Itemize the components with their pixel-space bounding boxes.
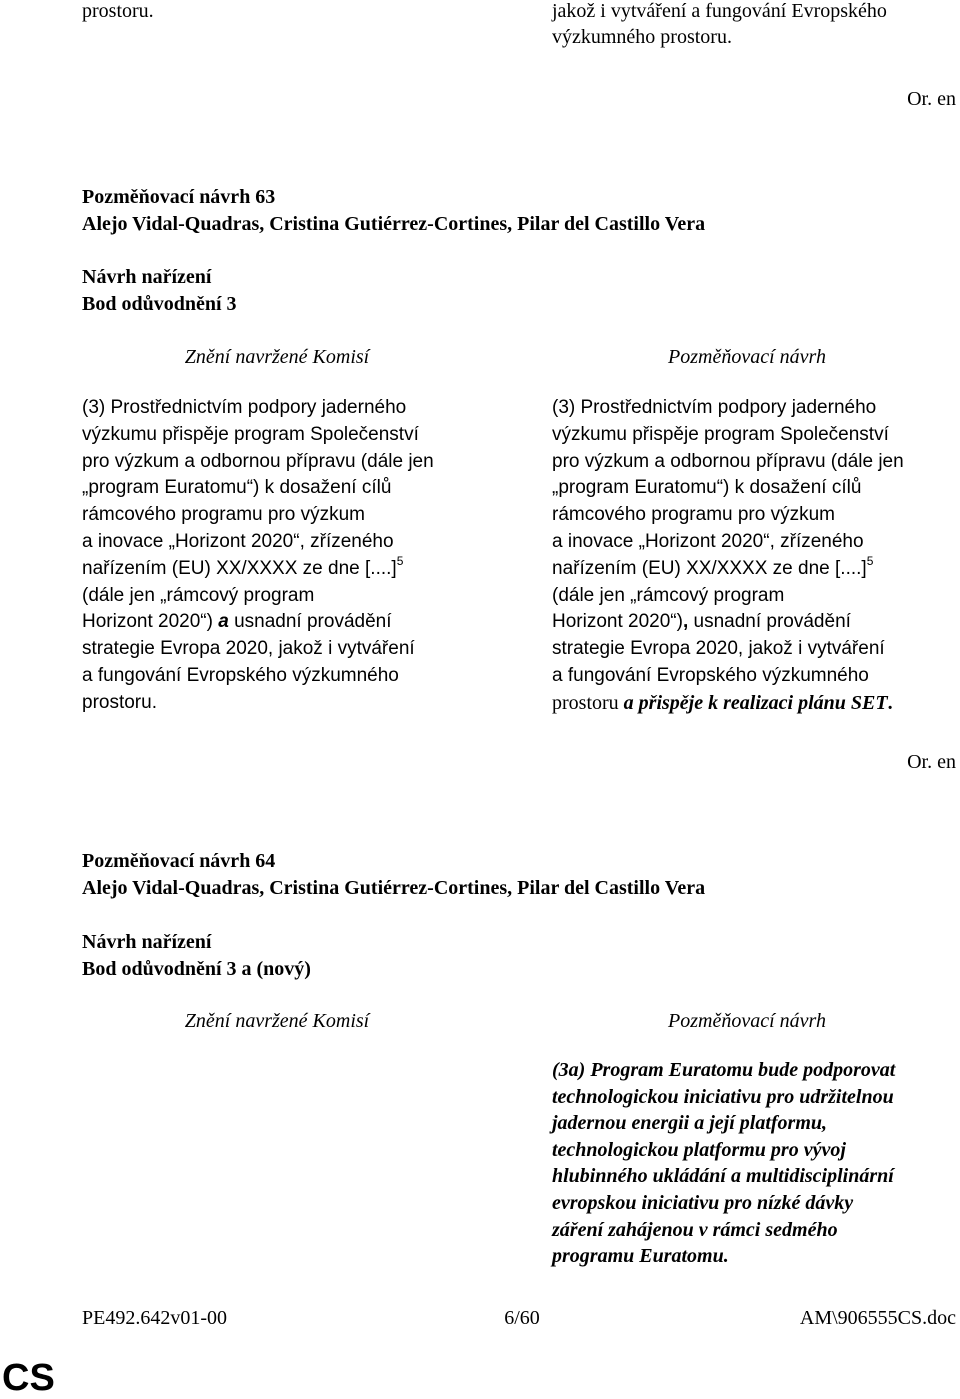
inserted-comma: , (682, 611, 689, 633)
text-line: jadernou energii a její platformu, (552, 1112, 828, 1135)
previous-right-tail-line1: jakož i vytváření a fungování Evropského (552, 0, 887, 22)
text-line: strategie Evropa 2020, jakož i vytváření (82, 638, 415, 660)
amendment-63-proposal: Návrh nařízení (82, 266, 212, 288)
amendment-63-amended-text (552, 395, 904, 717)
language-code: CS (2, 1357, 55, 1399)
text-fragment: nařízením (EU) XX/XXXX ze dne [....] (552, 557, 867, 579)
text-line (82, 553, 434, 583)
text-line: technologickou iniciativu pro udržitelnou (552, 1085, 894, 1108)
footer-file-name: AM\906555CS.doc (799, 1307, 956, 1329)
text-line: a inovace „Horizont 2020“, zřízeného (552, 530, 864, 552)
text-fragment: Horizont 2020“) (552, 611, 683, 633)
text-line: hlubinného ukládání a multidisciplinární (552, 1165, 894, 1188)
text-line: a inovace „Horizont 2020“, zřízeného (82, 530, 394, 552)
footnote-reference: 5 (866, 553, 874, 568)
amendment-64-title: Pozměňovací návrh 64 (82, 850, 276, 872)
text-line: a fungování Evropského výzkumného (82, 664, 399, 686)
text-fragment: nařízením (EU) XX/XXXX ze dne [....] (82, 557, 397, 579)
text-line: pro výzkum a odbornou přípravu (dále jen (82, 450, 434, 472)
amendment-63-left-header: Znění navržené Komisí (184, 346, 370, 368)
footer-page-number: 6/60 (504, 1307, 540, 1329)
amendment-64-amended-text (552, 1057, 895, 1270)
previous-right-tail-line2: výzkumného prostoru. (552, 26, 732, 48)
amendment-63-recital: Bod odůvodnění 3 (82, 293, 237, 315)
inserted-text: a přispěje k realizaci plánu SET (623, 691, 888, 714)
amendment-63-right-header: Pozměňovací návrh (668, 346, 826, 368)
text-line: záření zahájenou v rámci sedmého (552, 1218, 838, 1241)
text-line (82, 609, 434, 636)
text-line: evropskou iniciativu pro nízké dávky (552, 1191, 854, 1214)
text-line: výzkumu přispěje program Společenství (552, 423, 889, 445)
amendment-63-title: Pozměňovací návrh 63 (82, 186, 276, 208)
text-line: „program Euratomu“) k dosažení cílů (552, 477, 862, 499)
amendment-63-commission-text (82, 395, 434, 717)
text-line (552, 609, 904, 636)
original-language-63: Or. en (907, 751, 956, 773)
text-line: strategie Evropa 2020, jakož i vytváření (552, 638, 885, 660)
previous-left-tail: prostoru. (82, 0, 154, 22)
text-line: (dále jen „rámcový program (82, 584, 315, 606)
original-language-top: Or. en (907, 88, 956, 110)
text-fragment: . (887, 691, 893, 714)
text-line: (3a) Program Euratomu bude podporovat (552, 1059, 896, 1081)
text-line: rámcového programu pro výzkum (82, 504, 365, 526)
text-line: a fungování Evropského výzkumného (552, 664, 869, 686)
text-line: (3) Prostřednictvím podpory jaderného (82, 397, 407, 418)
text-fragment: usnadní provádění (228, 611, 392, 633)
text-fragment: Horizont 2020“) (82, 611, 219, 633)
text-fragment: prostoru (552, 691, 624, 714)
text-line (552, 553, 904, 583)
text-line: výzkumu přispěje program Společenství (82, 423, 419, 445)
text-line: programu Euratomu. (552, 1245, 729, 1268)
text-line: pro výzkum a odbornou přípravu (dále jen (552, 450, 904, 472)
amendment-64-proposal: Návrh nařízení (82, 931, 212, 953)
footer-document-reference: PE492.642v01-00 (82, 1307, 227, 1329)
footnote-reference: 5 (396, 553, 404, 568)
text-line: rámcového programu pro výzkum (552, 504, 835, 526)
deleted-word: a (218, 611, 229, 633)
text-line: technologickou platformu pro vývoj (552, 1138, 846, 1161)
amendment-64-authors: Alejo Vidal-Quadras, Cristina Gutiérrez-Cortines, Pilar del Castillo Vera (82, 877, 706, 899)
text-line: „program Euratomu“) k dosažení cílů (82, 477, 392, 499)
text-fragment: usnadní provádění (688, 611, 851, 633)
amendment-64-left-header: Znění navržené Komisí (184, 1010, 370, 1032)
text-line: (3) Prostřednictvím podpory jaderného (552, 397, 877, 418)
amendment-64-recital: Bod odůvodnění 3 a (nový) (82, 958, 311, 980)
text-line: (dále jen „rámcový program (552, 584, 785, 606)
amendment-64-right-header: Pozměňovací návrh (668, 1010, 826, 1032)
text-line (552, 690, 904, 717)
text-line: prostoru. (82, 691, 157, 713)
amendment-63-authors: Alejo Vidal-Quadras, Cristina Gutiérrez-Cortines, Pilar del Castillo Vera (82, 213, 706, 235)
